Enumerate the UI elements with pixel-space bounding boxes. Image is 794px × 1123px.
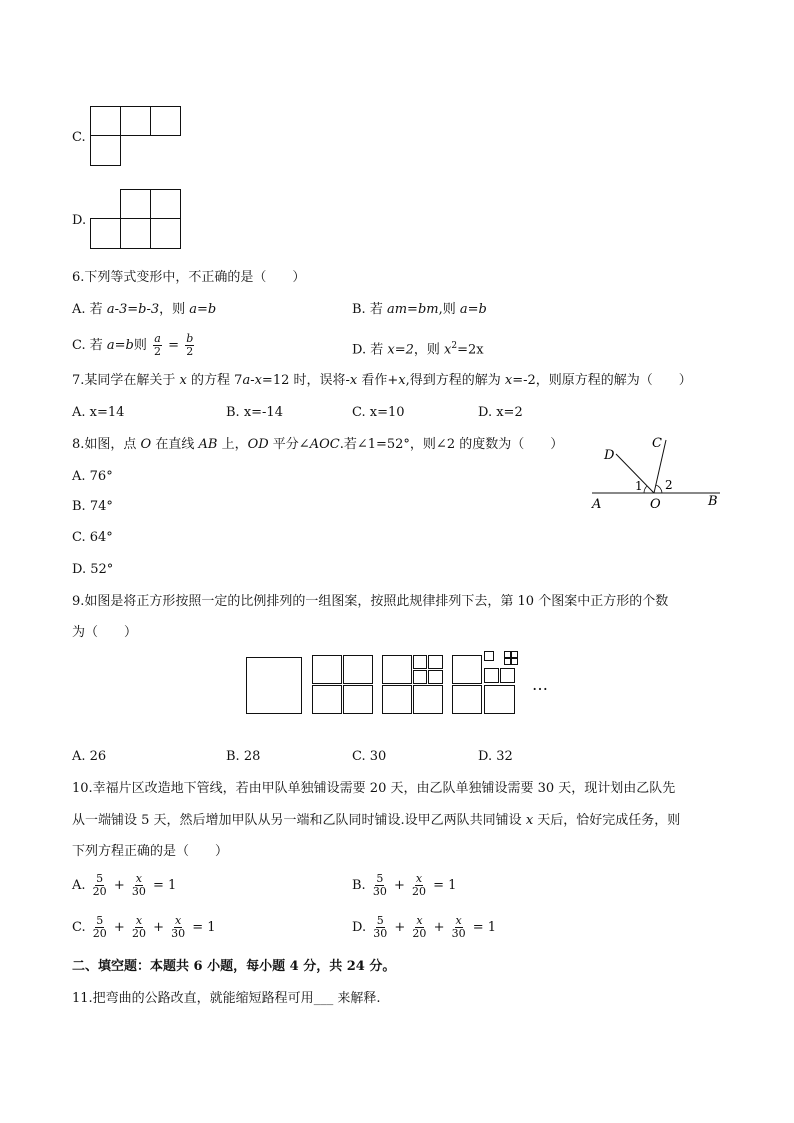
point-label-a: A — [592, 497, 602, 512]
q8-stem: 8.如图，点 O 在直线 AB 上，OD 平分∠AOC.若∠1=52°，则∠2 的度数为（ ） — [72, 437, 564, 452]
q9-ellipsis: … — [532, 675, 548, 694]
q6-option-c: C. 若 a=b则 $\frac{a}{2}$ = $\frac{b}{2}$ — [72, 332, 194, 358]
q9-stem-line2: 为（ ） — [72, 625, 138, 640]
q6-option-d: D. 若 x=2，则 $x^2=2x$ — [352, 341, 484, 358]
q7-option-c: C. x=10 — [352, 405, 405, 420]
q7-option-d: D. x=2 — [478, 405, 523, 420]
q6-stem: 6.下列等式变形中，不正确的是（ ） — [72, 270, 306, 285]
q7-stem: 7.某同学在解关于 x 的方程 7a-x=12 时，误将-x 看作+x,得到方程的解为 x=-2，则原方程的解为（ ） — [72, 373, 692, 388]
q8-angle-figure — [586, 430, 726, 515]
q8-option-c: C. 64° — [72, 530, 113, 545]
q8-option-b: B. 74° — [72, 499, 113, 514]
angle-label-1: 1 — [635, 479, 643, 493]
q9-option-a: A. 26 — [72, 749, 107, 764]
q10-option-c: C. $\frac{5}{20}$ + $\frac{x}{20}$ + $\frac{x}{30}$ = 1 — [72, 914, 216, 940]
point-label-c: C — [652, 436, 662, 451]
q10-option-a: A. $\frac{5}{20}$ + $\frac{x}{30}$ = 1 — [72, 872, 177, 898]
q10-stem-line2: 从一端铺设 5 天，然后增加甲队从另一端和乙队同时铺设.设甲乙两队共同铺设 x 天后，恰好完成任务，则 — [72, 813, 681, 828]
q6-option-b: B. 若 am=bm,则 a=b — [352, 302, 487, 317]
point-label-b: B — [708, 494, 718, 509]
q9-stem-line1: 9.如图是将正方形按照一定的比例排列的一组图案，按照此规律排列下去，第 10 个图案中正方形的个数 — [72, 594, 669, 609]
q9-option-b: B. 28 — [226, 749, 261, 764]
q10-stem-line3: 下列方程正确的是（ ） — [72, 844, 229, 859]
q5-option-d-label: D. — [72, 213, 87, 228]
q9-option-d: D. 32 — [478, 749, 513, 764]
point-label-o: O — [650, 497, 661, 512]
point-label-d: D — [604, 448, 615, 463]
q7-option-b: B. x=-14 — [226, 405, 283, 420]
q10-stem-line1: 10.幸福片区改造地下管线，若由甲队单独铺设需要 20 天，由乙队单独铺设需要 30 天，现计划由乙队先 — [72, 781, 676, 796]
q10-option-d: D. $\frac{5}{30}$ + $\frac{x}{20}$ + $\frac{x}{30}$ = 1 — [352, 914, 497, 940]
q11-stem: 11.把弯曲的公路改直，就能缩短路程可用___ 来解释. — [72, 991, 381, 1006]
angle-label-2: 2 — [665, 478, 673, 492]
angle-2-arc — [656, 485, 662, 493]
q7-option-a: A. x=14 — [72, 405, 125, 420]
q10-option-b: B. $\frac{5}{30}$ + $\frac{x}{20}$ = 1 — [352, 872, 457, 898]
q9-option-c: C. 30 — [352, 749, 387, 764]
q11-blank[interactable]: ___ — [313, 991, 334, 1006]
q5-option-c-label: C. — [72, 130, 86, 145]
q8-option-a: A. 76° — [72, 469, 113, 484]
q6-option-a: A. 若 a-3=b-3，则 a=b — [72, 302, 217, 317]
q8-option-d: D. 52° — [72, 562, 114, 577]
angle-1-arc — [644, 486, 647, 493]
section-2-heading: 二、填空题：本题共 6 小题，每小题 4 分，共 24 分。 — [72, 959, 396, 974]
